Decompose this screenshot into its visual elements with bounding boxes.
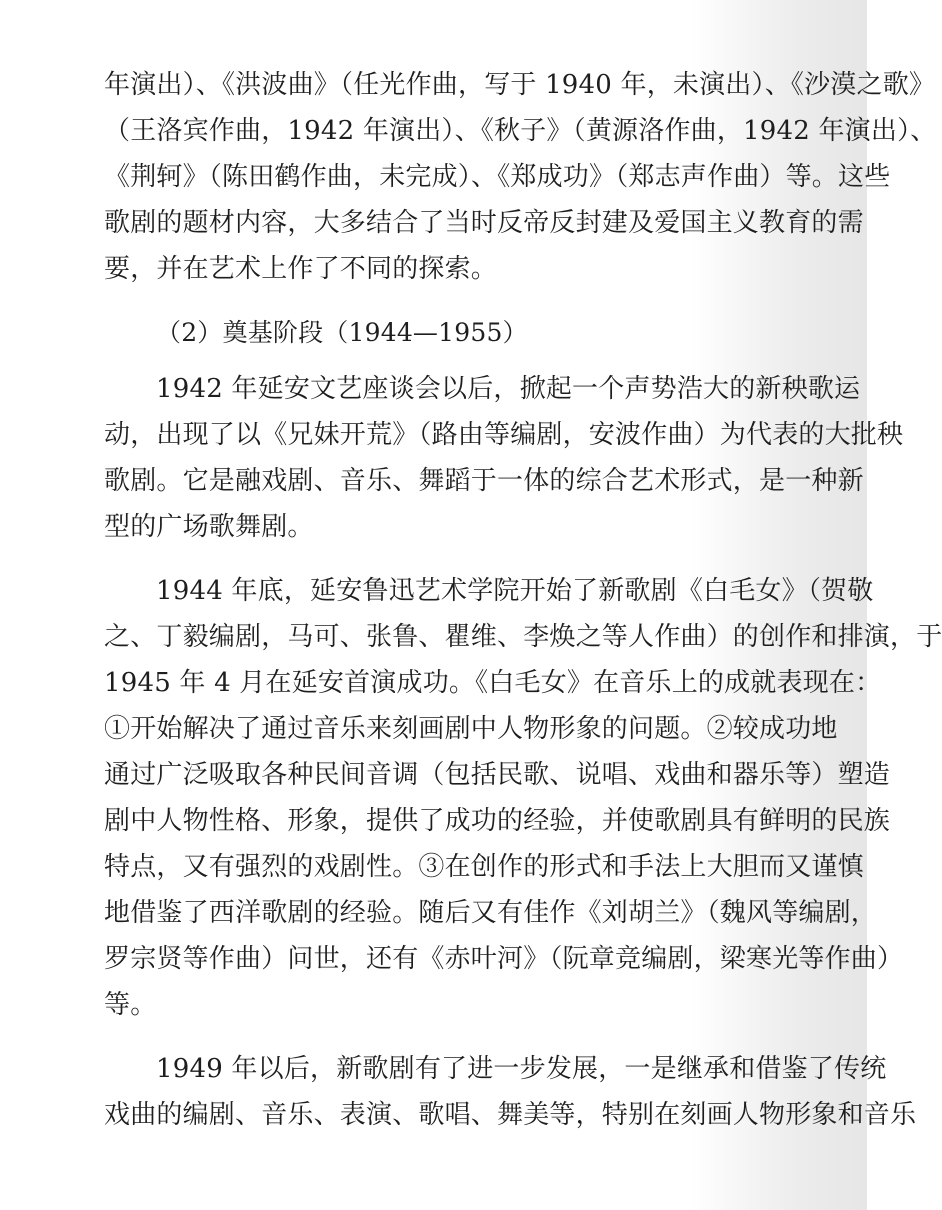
paragraph-first-line: 1949 年以后，新歌剧有了进一步发展，一是继承和借鉴了传统: [156, 1054, 887, 1084]
paragraph-first-line: 1944 年底，延安鲁迅艺术学院开始了新歌剧《白毛女》（贺敬: [156, 576, 874, 606]
text-line: 要，并在艺术上作了不同的探索。: [104, 254, 498, 284]
text-line: 特点，又有强烈的戏剧性。③在创作的形式和手法上大胆而又谨慎: [104, 852, 864, 882]
text-line: 1945 年 4 月在延安首演成功。《白毛女》在音乐上的成就表现在：: [104, 668, 882, 698]
text-line: 罗宗贤等作曲）问世，还有《赤叶河》（阮章竞编剧，梁寒光等作曲）: [104, 944, 904, 974]
text-line: 歌剧的题材内容，大多结合了当时反帝反封建及爱国主义教育的需: [104, 208, 864, 238]
text-line: 等。: [104, 990, 157, 1020]
text-line: 动，出现了以《兄妹开荒》（路由等编剧，安波作曲）为代表的大批秧: [104, 420, 904, 450]
paragraph-first-line: 1942 年延安文艺座谈会以后，掀起一个声势浩大的新秧歌运: [156, 374, 861, 404]
text-line: 戏曲的编剧、音乐、表演、歌唱、舞美等，特别在刻画人物形象和音乐: [104, 1100, 917, 1130]
text-line: 歌剧。它是融戏剧、音乐、舞蹈于一体的综合艺术形式，是一种新: [104, 466, 864, 496]
text-line: 型的广场歌舞剧。: [104, 512, 314, 542]
text-line: 《荆轲》（陈田鹤作曲，未完成）、《郑成功》（郑志声作曲）等。这些: [104, 162, 891, 192]
text-line: ①开始解决了通过音乐来刻画剧中人物形象的问题。②较成功地: [104, 714, 838, 744]
text-line: 地借鉴了西洋歌剧的经验。随后又有佳作《刘胡兰》（魏风等编剧，: [104, 898, 878, 928]
text-line: （王洛宾作曲，1942 年演出）、《秋子》（黄源洛作曲，1942 年演出）、: [104, 116, 937, 146]
text-line: 之、丁毅编剧，马可、张鲁、瞿维、李焕之等人作曲）的创作和排演，于: [104, 622, 942, 652]
section-heading: （2）奠基阶段（1944—1955）: [156, 318, 528, 347]
text-line: 年演出）、《洪波曲》（任光作曲，写于 1940 年，未演出）、《沙漠之歌》: [104, 70, 936, 100]
text-line: 通过广泛吸取各种民间音调（包括民歌、说唱、戏曲和器乐等）塑造: [104, 760, 891, 790]
text-line: 剧中人物性格、形象，提供了成功的经验，并使歌剧具有鲜明的民族: [104, 806, 891, 836]
body-text: [104, 62, 942, 1138]
